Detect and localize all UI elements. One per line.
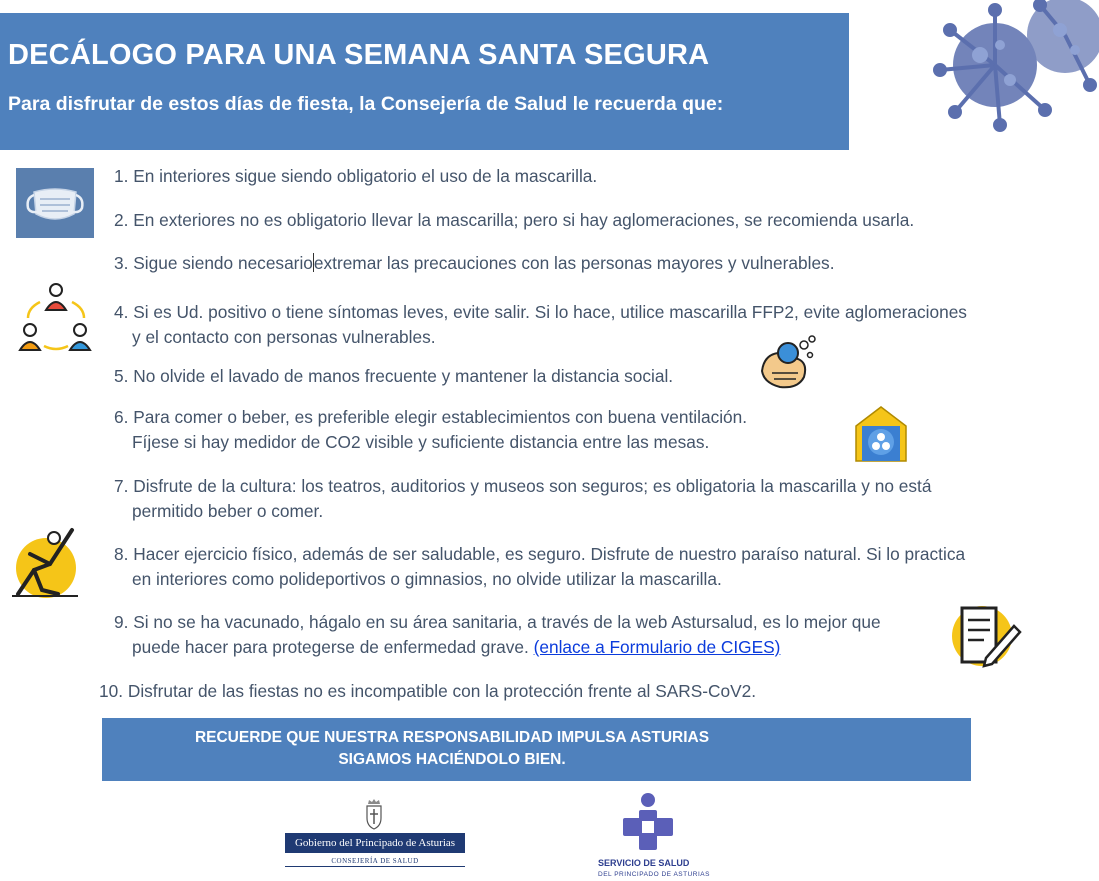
item-number: 4. bbox=[114, 302, 129, 322]
sespa-logo-subtext: DEL PRINCIPADO DE ASTURIAS bbox=[598, 871, 710, 878]
list-item-3 bbox=[114, 251, 835, 276]
list-item-4 bbox=[114, 300, 967, 350]
item-text: Sigue siendo necesario bbox=[133, 253, 313, 273]
footer-line-1: RECUERDE QUE NUESTRA RESPONSABILIDAD IMPULSA ASTURIAS bbox=[194, 729, 710, 746]
item-text-cont: Fíjese si hay medidor de CO2 visible y suficiente distancia entre las mesas. bbox=[132, 432, 710, 452]
coat-of-arms-icon bbox=[364, 798, 384, 830]
item-text: No olvide el lavado de manos frecuente y mantener la distancia social. bbox=[133, 366, 674, 386]
list-item-2 bbox=[114, 208, 914, 233]
item-text: Hacer ejercicio físico, además de ser saludable, es seguro. Disfrute de nuestro paraíso natural. Si lo practica bbox=[133, 544, 966, 564]
item-text-cont: y el contacto con personas vulnerables. bbox=[132, 327, 436, 347]
consejeria-label: CONSEJERÍA DE SALUD bbox=[331, 857, 419, 865]
logo-divider bbox=[285, 866, 465, 867]
ventilation-house-icon bbox=[852, 404, 910, 462]
list-item-10 bbox=[99, 679, 756, 704]
footer-banner bbox=[102, 718, 971, 781]
item-number: 1. bbox=[114, 166, 129, 186]
list-item-5 bbox=[114, 364, 673, 389]
list-item-9 bbox=[114, 610, 881, 660]
sespa-logo-text: SERVICIO DE SALUD bbox=[598, 858, 690, 868]
item-text-cont: puede hacer para protegerse de enfermedad grave. bbox=[132, 637, 529, 657]
form-document-icon bbox=[944, 600, 1024, 672]
item-number: 3. bbox=[114, 253, 129, 273]
item-number: 10. bbox=[99, 681, 124, 701]
item-text: En interiores sigue siendo obligatorio el uso de la mascarilla. bbox=[133, 166, 598, 186]
list-item-1 bbox=[114, 164, 597, 189]
item-text: Disfrutar de las fiestas no es incompatible con la protección frente al SARS-CoV2. bbox=[127, 681, 757, 701]
list-item-6 bbox=[114, 405, 747, 455]
ciges-form-link[interactable]: (enlace a Formulario de CIGES) bbox=[533, 637, 781, 657]
gobierno-logo: Gobierno del Principado de Asturias bbox=[285, 833, 465, 853]
item-number: 7. bbox=[114, 476, 129, 496]
item-text-cont: en interiores como polideportivos o gimnasios, no olvide utilizar la mascarilla. bbox=[132, 569, 722, 589]
item-text: Disfrute de la cultura: los teatros, auditorios y museos son seguros; es obligatoria la mascarilla y no está bbox=[133, 476, 932, 496]
list-item-8 bbox=[114, 542, 965, 592]
header-banner bbox=[0, 13, 849, 150]
virus-icon bbox=[930, 0, 1099, 145]
page-title: DECÁLOGO PARA UNA SEMANA SANTA SEGURA bbox=[8, 39, 710, 71]
item-number: 6. bbox=[114, 407, 129, 427]
list-item-7 bbox=[114, 474, 931, 524]
item-number: 5. bbox=[114, 366, 129, 386]
item-text: Si es Ud. positivo o tiene síntomas leves, evite salir. Si lo hace, utilice mascarilla FFP2, evite aglomeraciones bbox=[133, 302, 967, 322]
page-subtitle: Para disfrutar de estos días de fiesta, la Consejería de Salud le recuerda que: bbox=[8, 93, 724, 115]
item-text: En exteriores no es obligatorio llevar la mascarilla; pero si hay aglomeraciones, se recomienda usarla. bbox=[133, 210, 915, 230]
item-text: Para comer o beber, es preferible elegir establecimientos con buena ventilación. bbox=[133, 407, 748, 427]
exercise-icon bbox=[10, 524, 82, 600]
item-number: 2. bbox=[114, 210, 129, 230]
sespa-cross-icon bbox=[622, 793, 674, 851]
item-text: Si no se ha vacunado, hágalo en su área sanitaria, a través de la web Astursalud, es lo mejor que bbox=[133, 612, 881, 632]
item-number: 8. bbox=[114, 544, 129, 564]
mask-icon bbox=[16, 168, 94, 238]
people-distance-icon bbox=[18, 280, 94, 354]
footer-line-2: SIGAMOS HACIÉNDOLO BIEN. bbox=[338, 751, 566, 768]
item-number: 9. bbox=[114, 612, 129, 632]
item-text-cont: permitido beber o comer. bbox=[132, 501, 324, 521]
item-text-cont: extremar las precauciones con las personas mayores y vulnerables. bbox=[313, 253, 835, 273]
